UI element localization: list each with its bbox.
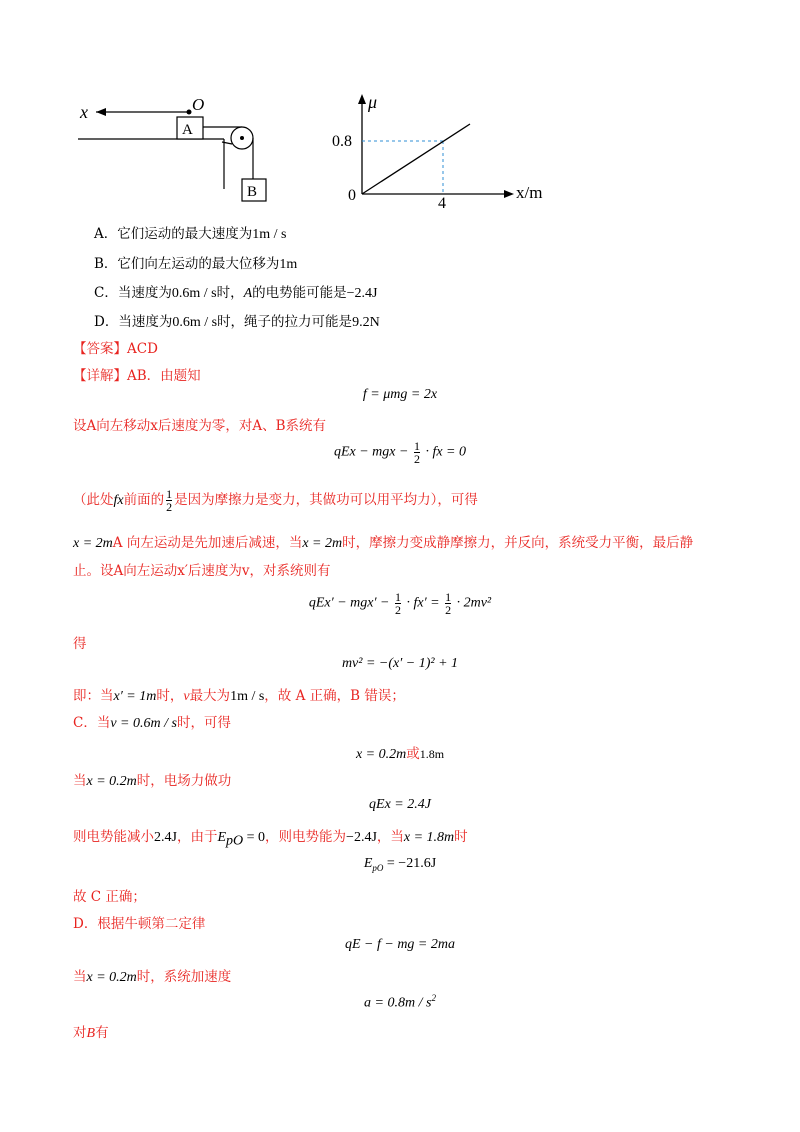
block-b-label: B (247, 184, 258, 200)
equation-newton: qE − f − mg = 2ma (344, 937, 455, 952)
line-acceleration: 当x = 0.2m时，系统加速度 (73, 969, 232, 985)
origin-dot (187, 110, 192, 115)
origin-label: O (192, 95, 205, 114)
equation-friction: f = μmg = 2x (362, 387, 438, 402)
option-b: B．它们向左运动的最大位移为1m (94, 256, 298, 272)
equation-energy-1: qEx − mgx − $\frac{1}{2}$ · fx = 0 (333, 439, 467, 466)
equation-x-solutions: x = 0.2m或1.8m (355, 746, 445, 762)
equation-field-work: qEx = 2.4J (369, 797, 431, 812)
line-c-head: C．当v = 0.6m / s时，可得 (73, 715, 231, 731)
y-axis-arrowhead (358, 94, 366, 104)
option-c: C．当速度为0.6m / s时，A的电势能可能是−2.4J (94, 285, 378, 301)
line-x-2m: x = 2mA 向左运动是先加速后减速，当x = 2m时，摩擦力变成静摩擦力，并反向，系统受力平衡，最后静 (73, 535, 694, 551)
line-stop: 止。设A向左运动x′后速度为v，对系统则有 (73, 563, 331, 579)
equation-potential-energy: $E_{pO} = -21.6J$ (363, 856, 437, 873)
y-axis-label: μ (368, 92, 378, 112)
y-tick-label: 0.8 (332, 133, 352, 150)
pulley-axle (240, 136, 244, 140)
x-axis-arrowhead (504, 190, 514, 198)
x-tick-label: 4 (438, 195, 446, 210)
line-set-a: 设A向左移动x后速度为零，对A、B系统有 (73, 418, 327, 434)
line-max-speed: 即：当x′ = 1m时，v最大为1m / s，故 A 正确，B 错误； (73, 688, 405, 704)
line-note: （此处fx前面的 $\frac{1}{2}$ 是因为摩擦力是变力，其做功可以用平均力），可得 (73, 487, 478, 514)
equation-energy-2: qEx′ − mgx′ − $\frac{1}{2}$ · fx′ = $\frac{1}{2}$ · 2mv² (308, 590, 492, 617)
equation-acceleration: $a = 0.8m / s^2$ (364, 993, 436, 1011)
line-x-02: 当x = 0.2m时，电场力做功 (73, 773, 232, 789)
line-c-correct: 故 C 正确； (73, 889, 146, 905)
mu-x-graph (330, 90, 555, 210)
detail-heading: 【详解】AB．由题知 (73, 368, 201, 384)
line-de: 得 (73, 636, 87, 652)
line-for-b: 对B有 (73, 1025, 109, 1041)
block-a-label: A (182, 122, 193, 138)
equation-quadratic: mv² = −(x′ − 1)² + 1 (341, 656, 459, 671)
origin-label: 0 (348, 187, 356, 204)
option-d: D．当速度为0.6m / s时，绳子的拉力可能是9.2N (94, 314, 380, 330)
x-axis-label: x (80, 102, 88, 122)
x-axis-arrowhead (96, 108, 106, 116)
answer-line: 【答案】ACD (73, 341, 158, 357)
line-potential: 则电势能减小2.4J，由于$E_{pO} = 0$，则电势能为−2.4J，当x = 1.8m时 (73, 829, 468, 849)
mu-line (362, 124, 470, 194)
x-axis-label: x/m (516, 183, 543, 202)
option-a: A．它们运动的最大速度为1m / s (94, 226, 287, 242)
line-d-head: D．根据牛顿第二定律 (73, 916, 206, 932)
block-pulley-figure (72, 94, 287, 204)
